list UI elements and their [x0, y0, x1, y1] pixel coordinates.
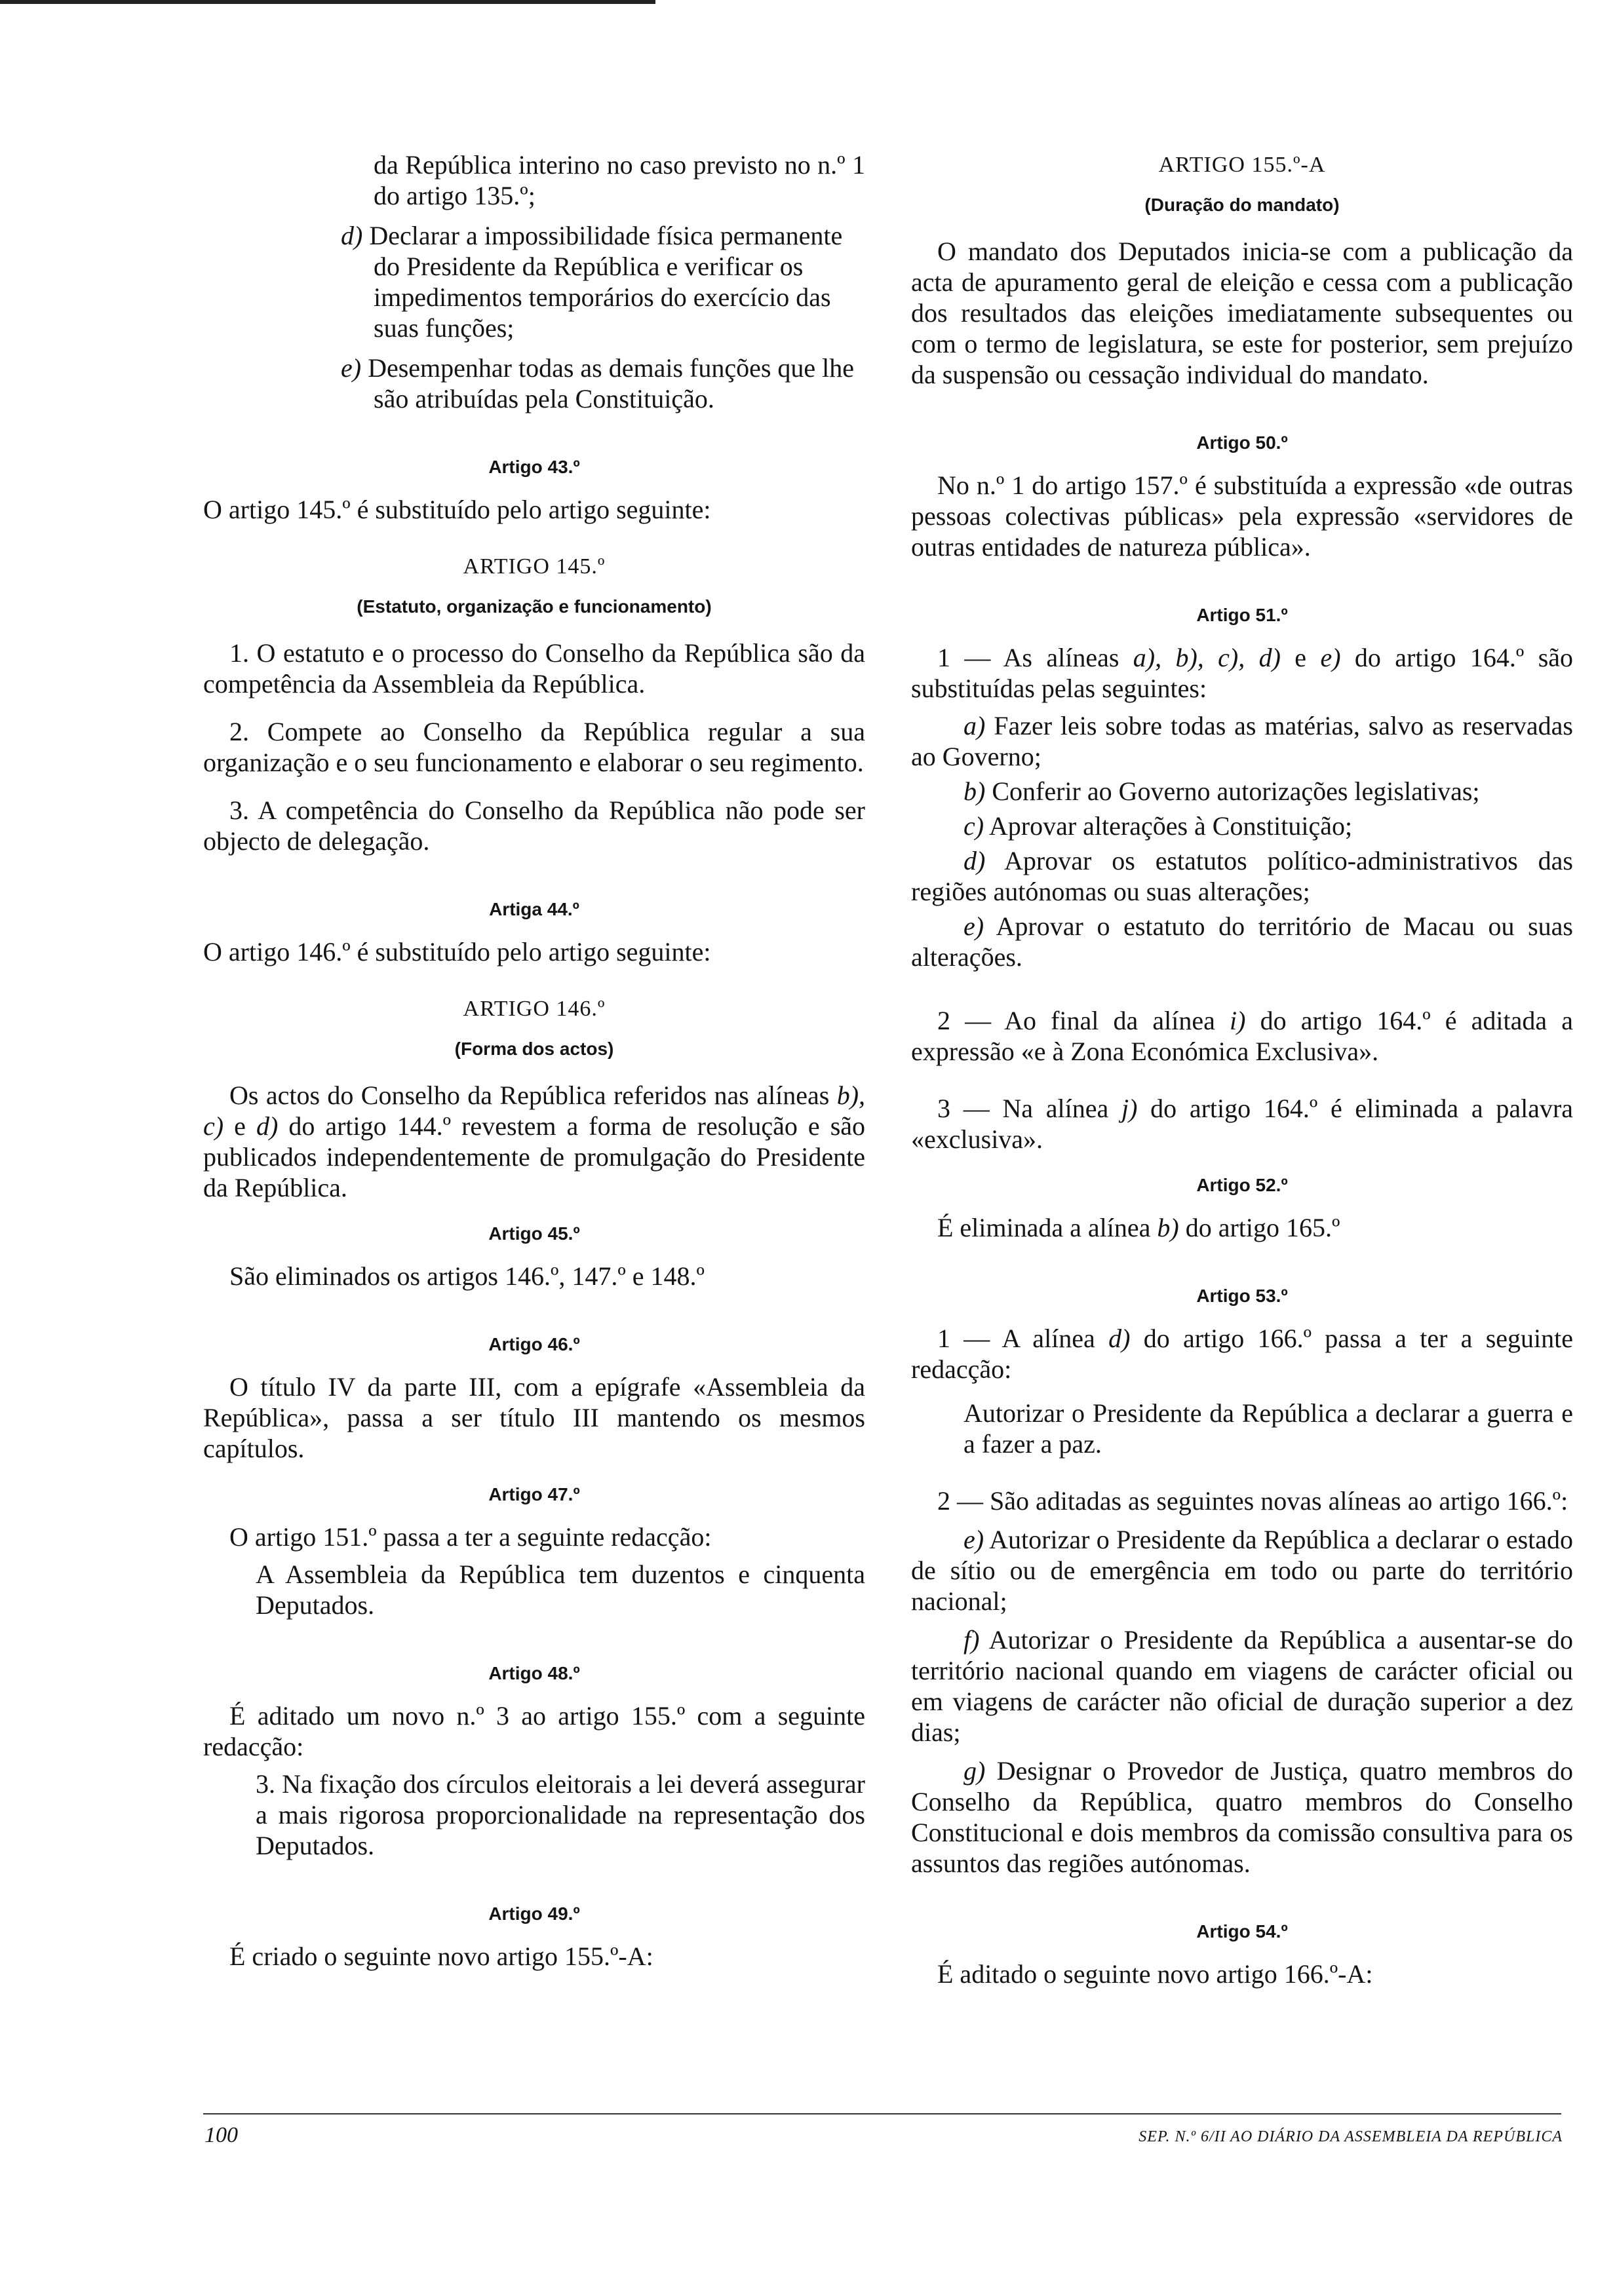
art146-text-mid: e: [234, 1111, 246, 1141]
artigo-48-heading: Artigo 48.º: [488, 1663, 580, 1683]
list-label: e): [963, 1525, 984, 1554]
list-label: e): [341, 353, 362, 383]
list-item: [911, 811, 1573, 841]
artigo-53-p1-label: d): [1108, 1324, 1131, 1353]
list-label: c): [963, 811, 984, 841]
list-text: Autorizar o Presidente da República a declarar o estado de sítio ou de emergência em todo ou parte do território nacional;: [911, 1525, 1574, 1616]
artigo-51-p1-labels: a), b), c), d): [1133, 643, 1281, 672]
artigo-52-post: do artigo 165.º: [1185, 1213, 1340, 1242]
list-text: Fazer leis sobre todas as matérias, salvo as reservadas ao Governo;: [911, 711, 1573, 771]
artigo-53-paragraph-2: 2 — São aditadas as seguintes novas alíneas ao artigo 166.º:: [937, 1486, 1568, 1516]
list-item: [911, 911, 1573, 972]
art155a-subheading: (Duração do mandato): [1144, 195, 1340, 215]
artigo-52-pre: É eliminada a alínea: [937, 1213, 1151, 1242]
list-item: [911, 845, 1573, 907]
artigo-43-text: O artigo 145.º é substituído pelo artigo seguinte:: [203, 495, 711, 524]
artigo-51-p2-post: do artigo 164.º é aditada a expressão «e à Zona Económica Exclusiva».: [911, 1006, 1574, 1066]
art155a-text: O mandato dos Deputados inicia-se com a publicação da acta de apuramento geral de eleição e cessa com a publicação dos resultados das eleições imediatamente subsequentes ou com o termo de legislatura, se este for posterior, sem prejuízo da suspensão ou cessação individual do mandato.: [911, 237, 1573, 389]
artigo-53-paragraph-1: [911, 1323, 1573, 1385]
artigo-44-text: O artigo 146.º é substituído pelo artigo seguinte:: [203, 937, 711, 966]
artigo-46-heading: Artigo 46.º: [488, 1334, 580, 1354]
list-item-e: [203, 353, 865, 414]
art155a-heading: ARTIGO 155.º-A: [1158, 153, 1326, 177]
list-text: Aprovar o estatuto do território de Macau ou suas alterações.: [911, 911, 1573, 972]
artigo-48-text: É aditado um novo n.º 3 ao artigo 155.º com a seguinte redacção:: [203, 1701, 865, 1761]
list-label: b): [963, 776, 986, 806]
artigo-51-p1-e: e: [1294, 643, 1307, 672]
artigo-45-heading: Artigo 45.º: [488, 1223, 580, 1244]
art145-subheading: (Estatuto, organização e funcionamento): [357, 596, 712, 617]
art146-heading: ARTIGO 146.º: [463, 997, 606, 1021]
artigo-50-heading: Artigo 50.º: [1196, 432, 1288, 453]
list-item: [911, 710, 1573, 772]
artigo-47-heading: Artigo 47.º: [488, 1484, 580, 1504]
footer-rule: [203, 2113, 1561, 2114]
art145-paragraph-1: 1. O estatuto e o processo do Conselho da República são da competência da Assembleia da República.: [203, 638, 865, 698]
list-label: d): [963, 846, 986, 875]
list-text: Autorizar o Presidente da República a ausentar-se do território nacional quando em viagens de carácter oficial ou em viagens de carácter não oficial de duração superior a dez dias;: [911, 1625, 1573, 1747]
list-label: d): [341, 221, 363, 250]
artigo-53-p1-pre: 1 — A alínea: [937, 1324, 1095, 1353]
list-text: Declarar a impossibilidade física permanente do Presidente da República e verificar os impedimentos temporários do exercício das suas funções;: [369, 221, 843, 343]
artigo-53-heading: Artigo 53.º: [1196, 1286, 1288, 1306]
list-label: f): [963, 1625, 980, 1655]
top-rule: [0, 0, 655, 4]
artigo-54-text: É aditado o seguinte novo artigo 166.º-A:: [937, 1959, 1373, 1989]
artigo-47-text: O artigo 151.º passa a ter a seguinte redacção:: [229, 1522, 712, 1552]
artigo-51-p3-label: j): [1121, 1094, 1138, 1123]
artigo-45-text: São eliminados os artigos 146.º, 147.º e 148.º: [229, 1261, 705, 1291]
artigo-49-text: É criado o seguinte novo artigo 155.º-A:: [229, 1942, 653, 1971]
artigo-51-paragraph-3: [911, 1093, 1573, 1155]
right-column: [911, 149, 1573, 1989]
artigo-52-text: [911, 1212, 1573, 1243]
artigo-48-quote: 3. Na fixação dos círculos eleitorais a lei deverá assegurar a mais rigorosa proporcionalidade na representação dos Deputados.: [256, 1769, 865, 1860]
artigo-53-list: [911, 1524, 1573, 1879]
artigo-51-p2-pre: 2 — Ao final da alínea: [937, 1006, 1215, 1035]
list-label: a): [963, 711, 986, 740]
art146-subheading: (Forma dos actos): [454, 1039, 614, 1059]
artigo-46-text: O título IV da parte III, com a epígrafe «Assembleia da República», passa a ser título III mantendo os mesmos capítulos.: [203, 1372, 865, 1463]
list-text: Aprovar os estatutos político-administrativos das regiões autónomas ou suas alterações;: [911, 846, 1573, 906]
art145-paragraph-3: 3. A competência do Conselho da República não pode ser objecto de delegação.: [203, 795, 865, 856]
list-label: g): [963, 1756, 986, 1786]
artigo-51-p1-e-label: e): [1320, 643, 1341, 672]
list-item-d: [203, 220, 865, 343]
artigo-50-text: No n.º 1 do artigo 157.º é substituída a expressão «de outras pessoas colectivas públicas» pela expressão «servidores de outras entidades de natureza pública».: [911, 470, 1573, 562]
intro-continuation: da República interino no caso previsto no n.º 1 do artigo 135.º;: [374, 150, 865, 210]
artigo-52-heading: Artigo 52.º: [1196, 1175, 1288, 1195]
page-number: 100: [204, 2123, 238, 2147]
left-column: [203, 149, 865, 1972]
artigo-51-paragraph-2: [911, 1005, 1573, 1067]
artigo-54-heading: Artigo 54.º: [1196, 1921, 1288, 1942]
artigo-44-heading: Artiga 44.º: [489, 899, 579, 919]
artigo-47-quote: A Assembleia da República tem duzentos e cinquenta Deputados.: [256, 1559, 865, 1620]
art145-heading: ARTIGO 145.º: [463, 554, 606, 579]
list-item: [911, 1755, 1573, 1879]
artigo-43-heading: Artigo 43.º: [488, 457, 580, 477]
list-label: e): [963, 911, 984, 941]
artigo-51-p3-pre: 3 — Na alínea: [937, 1094, 1109, 1123]
list-item: [911, 1624, 1573, 1748]
artigo-49-heading: Artigo 49.º: [488, 1904, 580, 1924]
list-item: [911, 776, 1573, 807]
art146-label-d: d): [256, 1111, 279, 1141]
footer-publication-title: SEP. N.º 6/II AO DIÁRIO DA ASSEMBLEIA DA REPÚBLICA: [1138, 2128, 1563, 2145]
list-text: Desempenhar todas as demais funções que lhe são atribuídas pela Constituição.: [368, 353, 855, 413]
artigo-53-p1-post: do artigo 166.º passa a ter a seguinte redacção:: [911, 1324, 1574, 1384]
art146-label-c: c): [203, 1111, 224, 1141]
artigo-51-p3-post: do artigo 164.º é eliminada a palavra «exclusiva».: [911, 1094, 1574, 1154]
artigo-53-quote: Autorizar o Presidente da República a declarar a guerra e a fazer a paz.: [963, 1398, 1573, 1459]
artigo-51-p1-pre: 1 — As alíneas: [937, 643, 1119, 672]
art146-label-b: b),: [836, 1081, 866, 1110]
list-item: [911, 1524, 1573, 1617]
list-text: Designar o Provedor de Justiça, quatro membros do Conselho da República, quatro membros do Conselho Constitucional e dois membros da comissão consultiva para os assuntos das regiões autónomas.: [911, 1756, 1573, 1878]
artigo-51-p2-label: i): [1230, 1006, 1246, 1035]
art146-text-pre: Os actos do Conselho da República referidos nas alíneas: [229, 1081, 830, 1110]
artigo-51-heading: Artigo 51.º: [1196, 605, 1288, 625]
artigo-51-p1-post: do artigo 164.º são substituídas pelas seguintes:: [911, 643, 1574, 703]
artigo-52-label: b): [1157, 1213, 1179, 1242]
art146-text-post: do artigo 144.º revestem a forma de resolução e são publicados independentemente de promulgação do Presidente da República.: [203, 1111, 866, 1202]
art146-paragraph: [203, 1080, 865, 1203]
art145-paragraph-2: 2. Compete ao Conselho da República regular a sua organização e o seu funcionamento e elaborar o seu regimento.: [203, 717, 865, 777]
list-text: Aprovar alterações à Constituição;: [988, 811, 1353, 841]
artigo-51-list: [911, 710, 1573, 972]
list-text: Conferir ao Governo autorizações legislativas;: [992, 776, 1480, 806]
artigo-51-paragraph-1: [911, 642, 1573, 704]
